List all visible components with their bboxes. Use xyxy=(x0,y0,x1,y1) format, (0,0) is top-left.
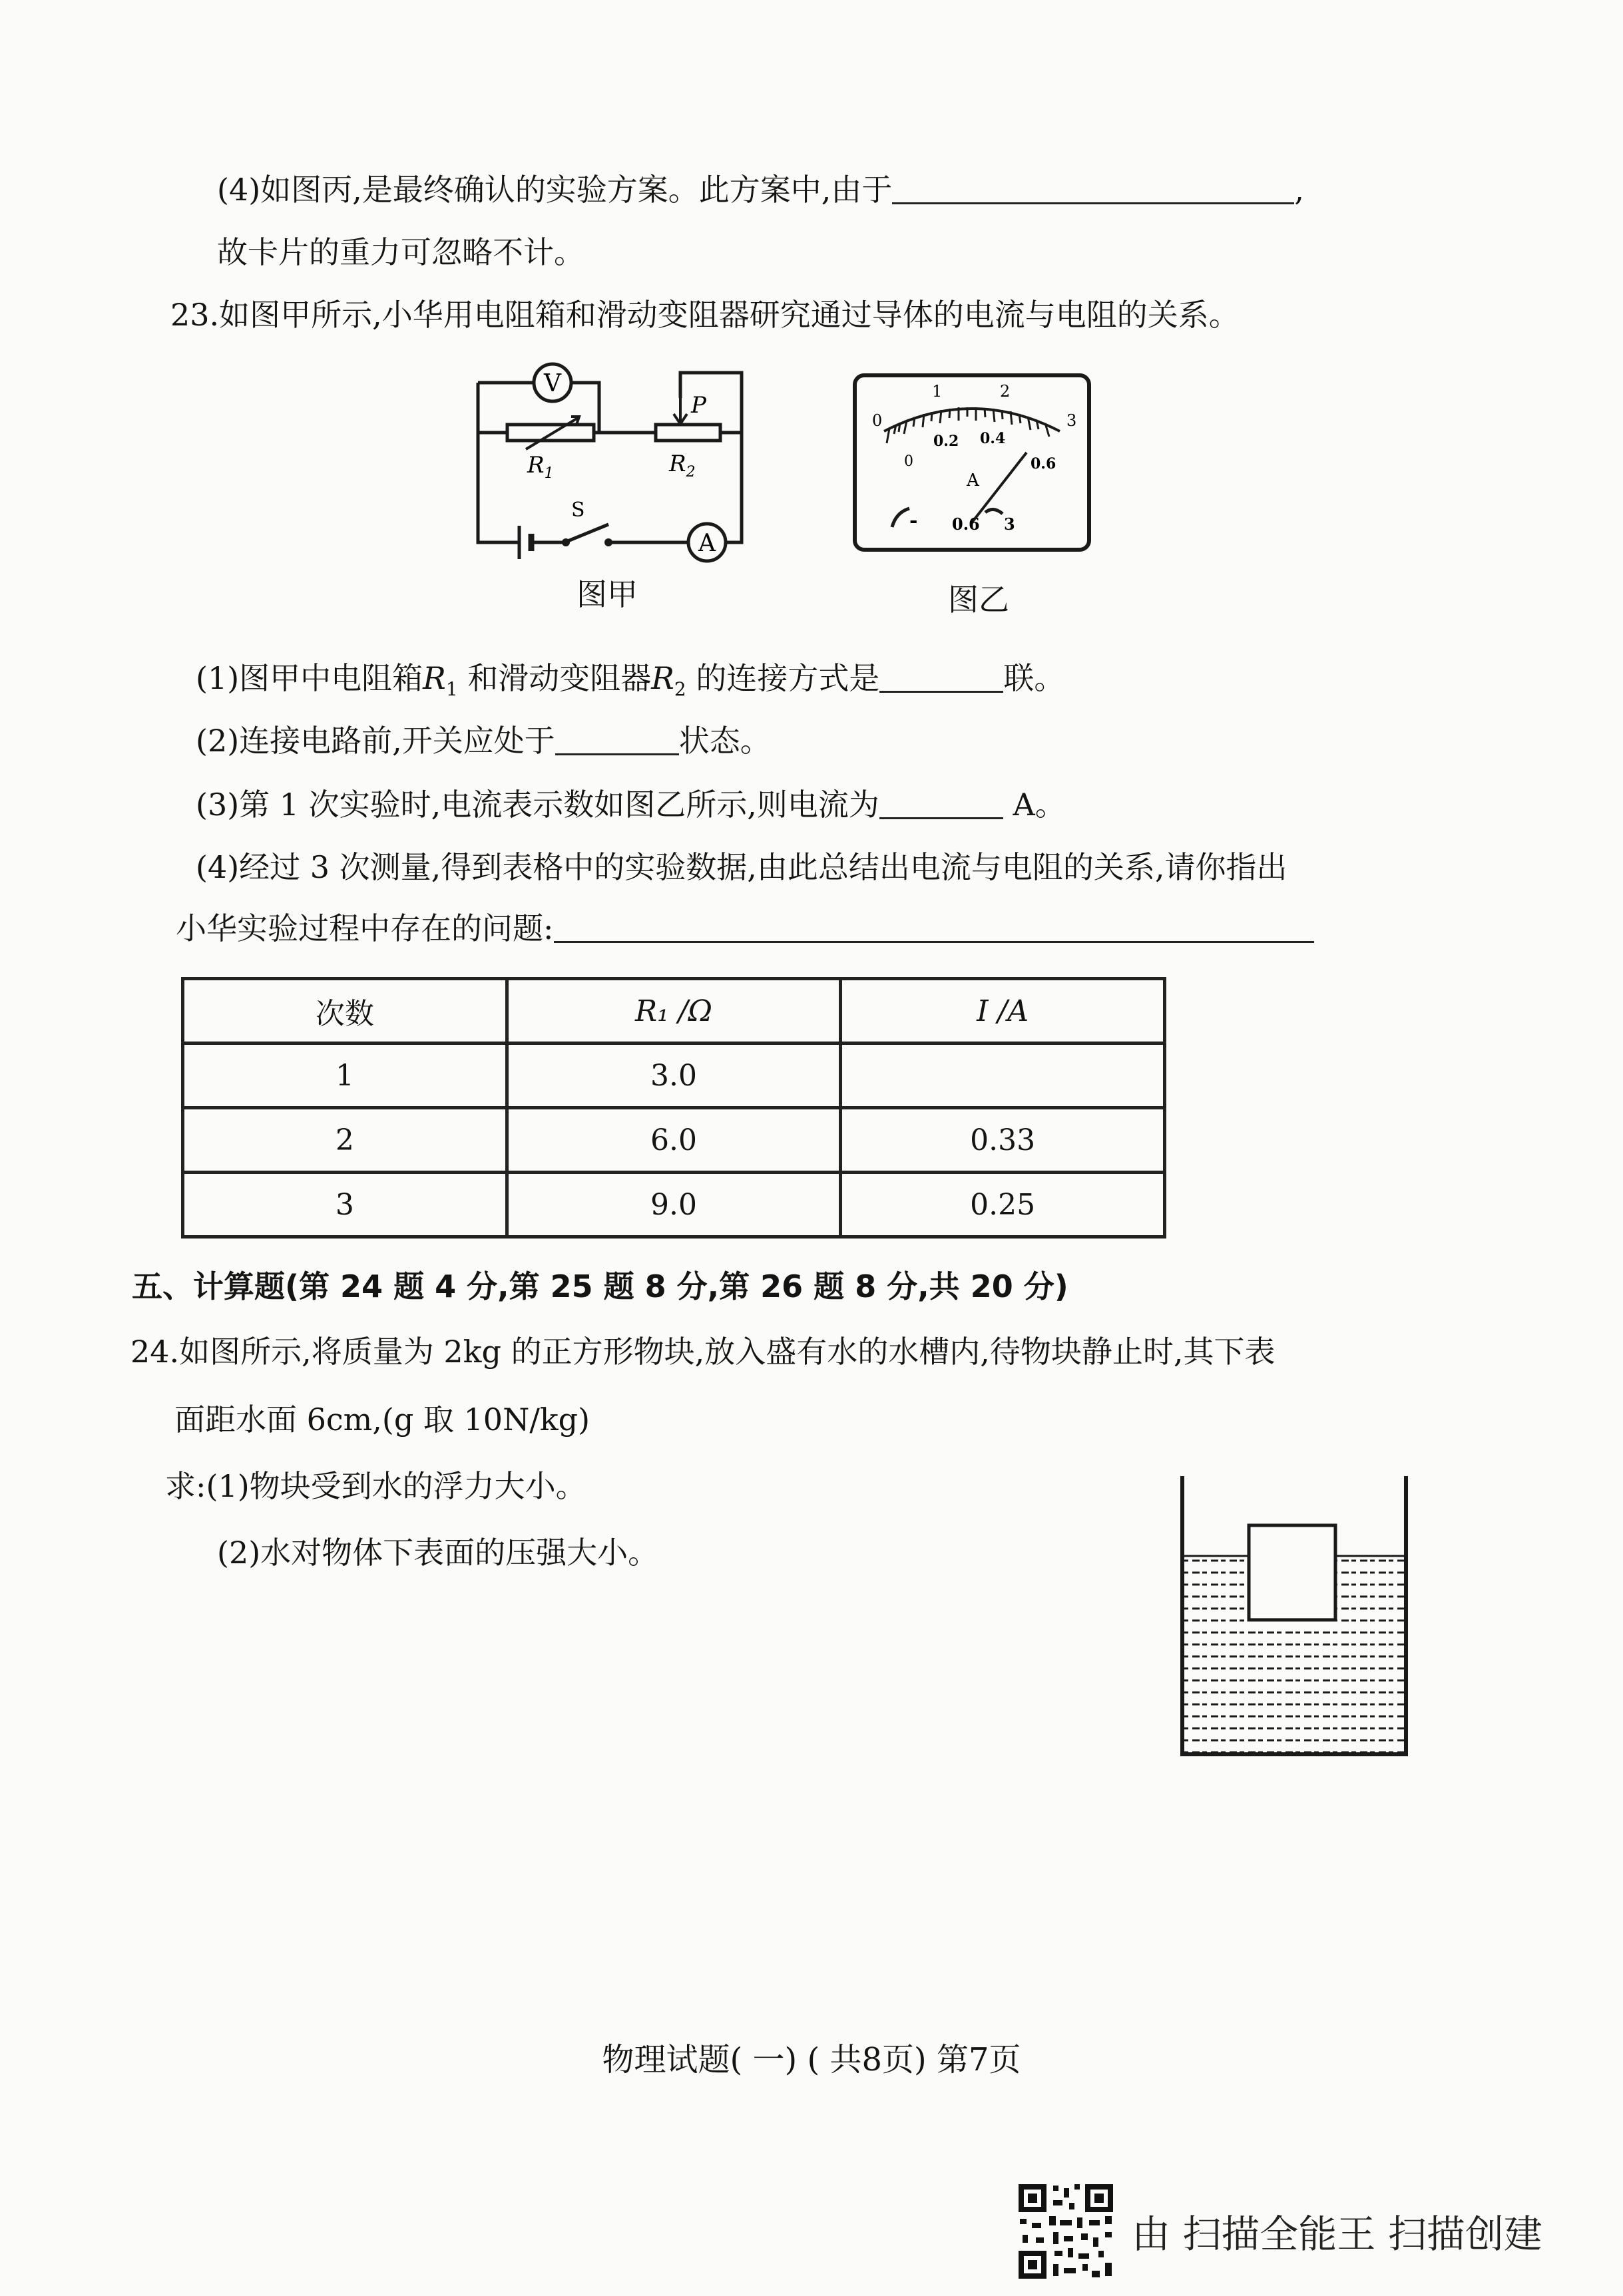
svg-text:0.6: 0.6 xyxy=(1031,455,1056,473)
scanner-watermark: 由 扫描全能王 扫描创建 xyxy=(1132,2211,1542,2257)
q22-part4: (4)如图丙,是最终确认的实验方案。此方案中,由于 , xyxy=(217,172,1305,208)
svg-text:R1: $R_1$ xyxy=(527,452,554,482)
resistance-box-r1 xyxy=(507,417,594,482)
qr-code-icon xyxy=(1016,2182,1116,2281)
q23-stem: 23.如图甲所示,小华用电阻箱和滑动变阻器研究通过导体的电流与电阻的关系。 xyxy=(170,297,1240,333)
svg-text:R2: $R_2$ xyxy=(669,451,696,480)
svg-text:3: 3 xyxy=(1066,411,1077,430)
q24-line1: 24.如图所示,将质量为 2kg 的正方形物块,放入盛有水的水槽内,待物块静止时,其下表 xyxy=(130,1334,1275,1370)
svg-text:1: 1 xyxy=(932,382,943,401)
q22-part4-line2: 故卡片的重力可忽略不计。 xyxy=(217,234,584,270)
q23-part3: (3)第 1 次实验时,电流表示数如图乙所示,则电流为 A。 xyxy=(196,787,1066,823)
q24-ask2: (2)水对物体下表面的压强大小。 xyxy=(217,1535,659,1571)
svg-text:0.4: 0.4 xyxy=(980,430,1006,447)
voltmeter xyxy=(534,364,571,401)
svg-text:P: P xyxy=(691,392,706,419)
table-row: 3 9.0 0.25 xyxy=(183,1173,1165,1237)
table-row: 1 3.0 xyxy=(183,1044,1165,1108)
fig-a-caption: 图甲 xyxy=(577,576,638,612)
q23-part2: (2)连接电路前,开关应处于 状态。 xyxy=(196,723,771,759)
table-header-row: 次数 R₁ /Ω I /A xyxy=(183,979,1165,1044)
cube-block xyxy=(1249,1525,1335,1620)
q24-line2: 面距水面 6cm,(g 取 10N/kg) xyxy=(174,1402,590,1437)
data-table xyxy=(181,977,1166,1239)
svg-text:0: 0 xyxy=(872,411,883,430)
q22-answer-blank[interactable] xyxy=(892,202,1294,204)
svg-text:0.2: 0.2 xyxy=(933,433,959,450)
svg-text:V: V xyxy=(544,370,561,397)
svg-text:S: S xyxy=(571,498,585,522)
svg-text:3: 3 xyxy=(1004,514,1015,534)
ammeter-dial xyxy=(852,373,1092,552)
svg-text:A: A xyxy=(698,530,716,557)
battery xyxy=(519,526,531,559)
q23-part4-line2: 小华实验过程中存在的问题: xyxy=(176,913,1314,944)
q23-part1: (1)图甲中电阻箱$R_1$ 和滑动变阻器$R_2$ 的连接方式是 联。 xyxy=(196,660,1065,701)
svg-text:0.6: 0.6 xyxy=(952,514,980,534)
svg-text:0: 0 xyxy=(904,453,913,470)
q23-part1-blank[interactable] xyxy=(879,691,1003,693)
rheostat-r2 xyxy=(656,392,720,480)
circuit-diagram xyxy=(466,359,759,586)
section-5-heading: 五、计算题(第 24 题 4 分,第 25 题 8 分,第 26 题 8 分,共 20 分) xyxy=(132,1268,1068,1304)
q23-part4-line1: (4)经过 3 次测量,得到表格中的实验数据,由此总结出电流与电阻的关系,请你指出 xyxy=(196,849,1287,885)
svg-text:-: - xyxy=(909,509,918,532)
page-footer: 物理试题( 一) ( 共8页) 第7页 xyxy=(602,2041,1021,2078)
fig-b-caption: 图乙 xyxy=(948,582,1009,618)
q23-part4-blank[interactable] xyxy=(554,941,1314,943)
svg-text:A: A xyxy=(967,471,979,490)
ammeter xyxy=(688,524,726,561)
q23-part3-blank[interactable] xyxy=(879,817,1003,819)
table-row: 2 6.0 0.33 xyxy=(183,1108,1165,1173)
svg-text:2: 2 xyxy=(1000,382,1011,401)
q23-part2-blank[interactable] xyxy=(555,753,679,755)
q24-ask1: 求:(1)物块受到水的浮力大小。 xyxy=(165,1468,586,1504)
water-tank-diagram xyxy=(1172,1471,1418,1764)
